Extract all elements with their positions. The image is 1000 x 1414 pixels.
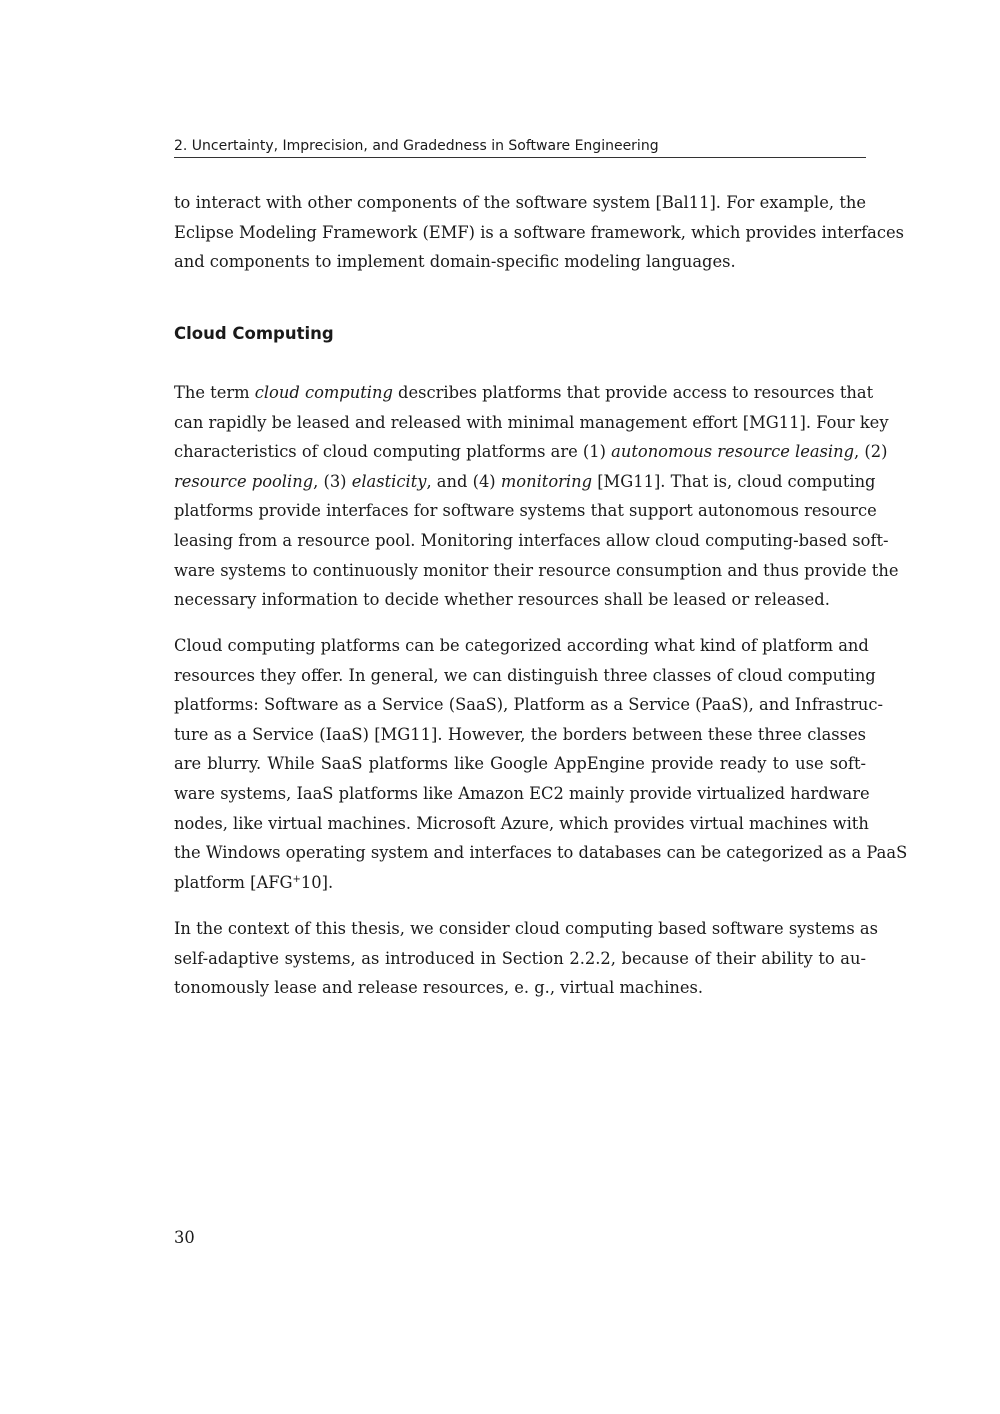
paragraph-line: platforms: Software as a Service (SaaS), Platform as a Service (PaaS), and Infrastruc- (174, 695, 884, 715)
text-run: 10]. (300, 872, 334, 892)
paragraph-thesis-context (174, 914, 878, 1003)
emphasis-term: resource pooling (174, 471, 314, 491)
paragraph-line: tonomously lease and release resources, e. g., virtual machines. (174, 978, 704, 998)
paragraph-line: nodes, like virtual machines. Microsoft Azure, which provides virtual machines with (174, 813, 869, 833)
text-run: [MG11]. That is, cloud computing (592, 471, 876, 491)
intro-paragraph (174, 188, 905, 277)
paragraph-line (174, 467, 876, 497)
paragraph-line: ture as a Service (IaaS) [MG11]. However, the borders between these three classes (174, 724, 866, 744)
paragraph-line: and components to implement domain-specific modeling languages. (174, 252, 736, 272)
paragraph-line: self-adaptive systems, as introduced in Section 2.2.2, because of their ability to au- (174, 948, 866, 968)
text-run: describes platforms that provide access to resources that (392, 383, 874, 402)
running-header: 2. Uncertainty, Imprecision, and Gradedness in Software Engineering (174, 136, 866, 158)
paragraph-line: platforms provide interfaces for software systems that support autonomous resource (174, 501, 877, 521)
paragraph-line: In the context of this thesis, we consider cloud computing based software systems as (174, 919, 878, 938)
paragraph-line: to interact with other components of the software system [Bal11]. For example, the (174, 193, 866, 212)
text-run: The term (174, 383, 255, 402)
text-run: , (3) (313, 471, 352, 491)
paragraph-line: can rapidly be leased and released with minimal management effort [MG11]. Four key (174, 412, 889, 432)
page-number: 30 (174, 1228, 195, 1247)
paragraph-line: the Windows operating system and interfaces to databases can be categorized as a PaaS (174, 843, 908, 863)
paragraph-line (174, 378, 874, 408)
emphasis-term: cloud computing (254, 383, 393, 402)
text-run: characteristics of cloud computing platforms are (1) (174, 442, 612, 462)
paragraph-line: Eclipse Modeling Framework (EMF) is a software framework, which provides interfaces (174, 222, 905, 242)
paragraph-line: are blurry. While SaaS platforms like Google AppEngine provide ready to use soft- (174, 754, 866, 774)
paragraph-cloud-definition (174, 378, 899, 615)
paragraph-line: necessary information to decide whether resources shall be leased or released. (174, 590, 830, 610)
emphasis-term: elasticity (351, 471, 427, 491)
paragraph-line: ware systems, IaaS platforms like Amazon EC2 mainly provide virtualized hardware (174, 783, 870, 803)
emphasis-term: autonomous resource leasing (611, 442, 855, 462)
paragraph-line (174, 437, 888, 467)
text-run: , (2) (854, 442, 888, 462)
paragraph-line: ware systems to continuously monitor their resource consumption and thus provide the (174, 560, 899, 580)
paragraph-cloud-classes (174, 631, 908, 897)
paragraph-line: resources they offer. In general, we can distinguish three classes of cloud computing (174, 665, 876, 685)
paragraph-line: leasing from a resource pool. Monitoring interfaces allow cloud computing-based soft- (174, 530, 889, 550)
emphasis-term: monitoring (500, 471, 593, 491)
section-heading: Cloud Computing (174, 324, 334, 343)
superscript: + (292, 873, 301, 885)
text-run: , and (4) (426, 471, 501, 491)
paragraph-line (174, 868, 866, 898)
paragraph-line: Cloud computing platforms can be categorized according what kind of platform and (174, 636, 869, 655)
text-run: platform [AFG (174, 872, 293, 892)
